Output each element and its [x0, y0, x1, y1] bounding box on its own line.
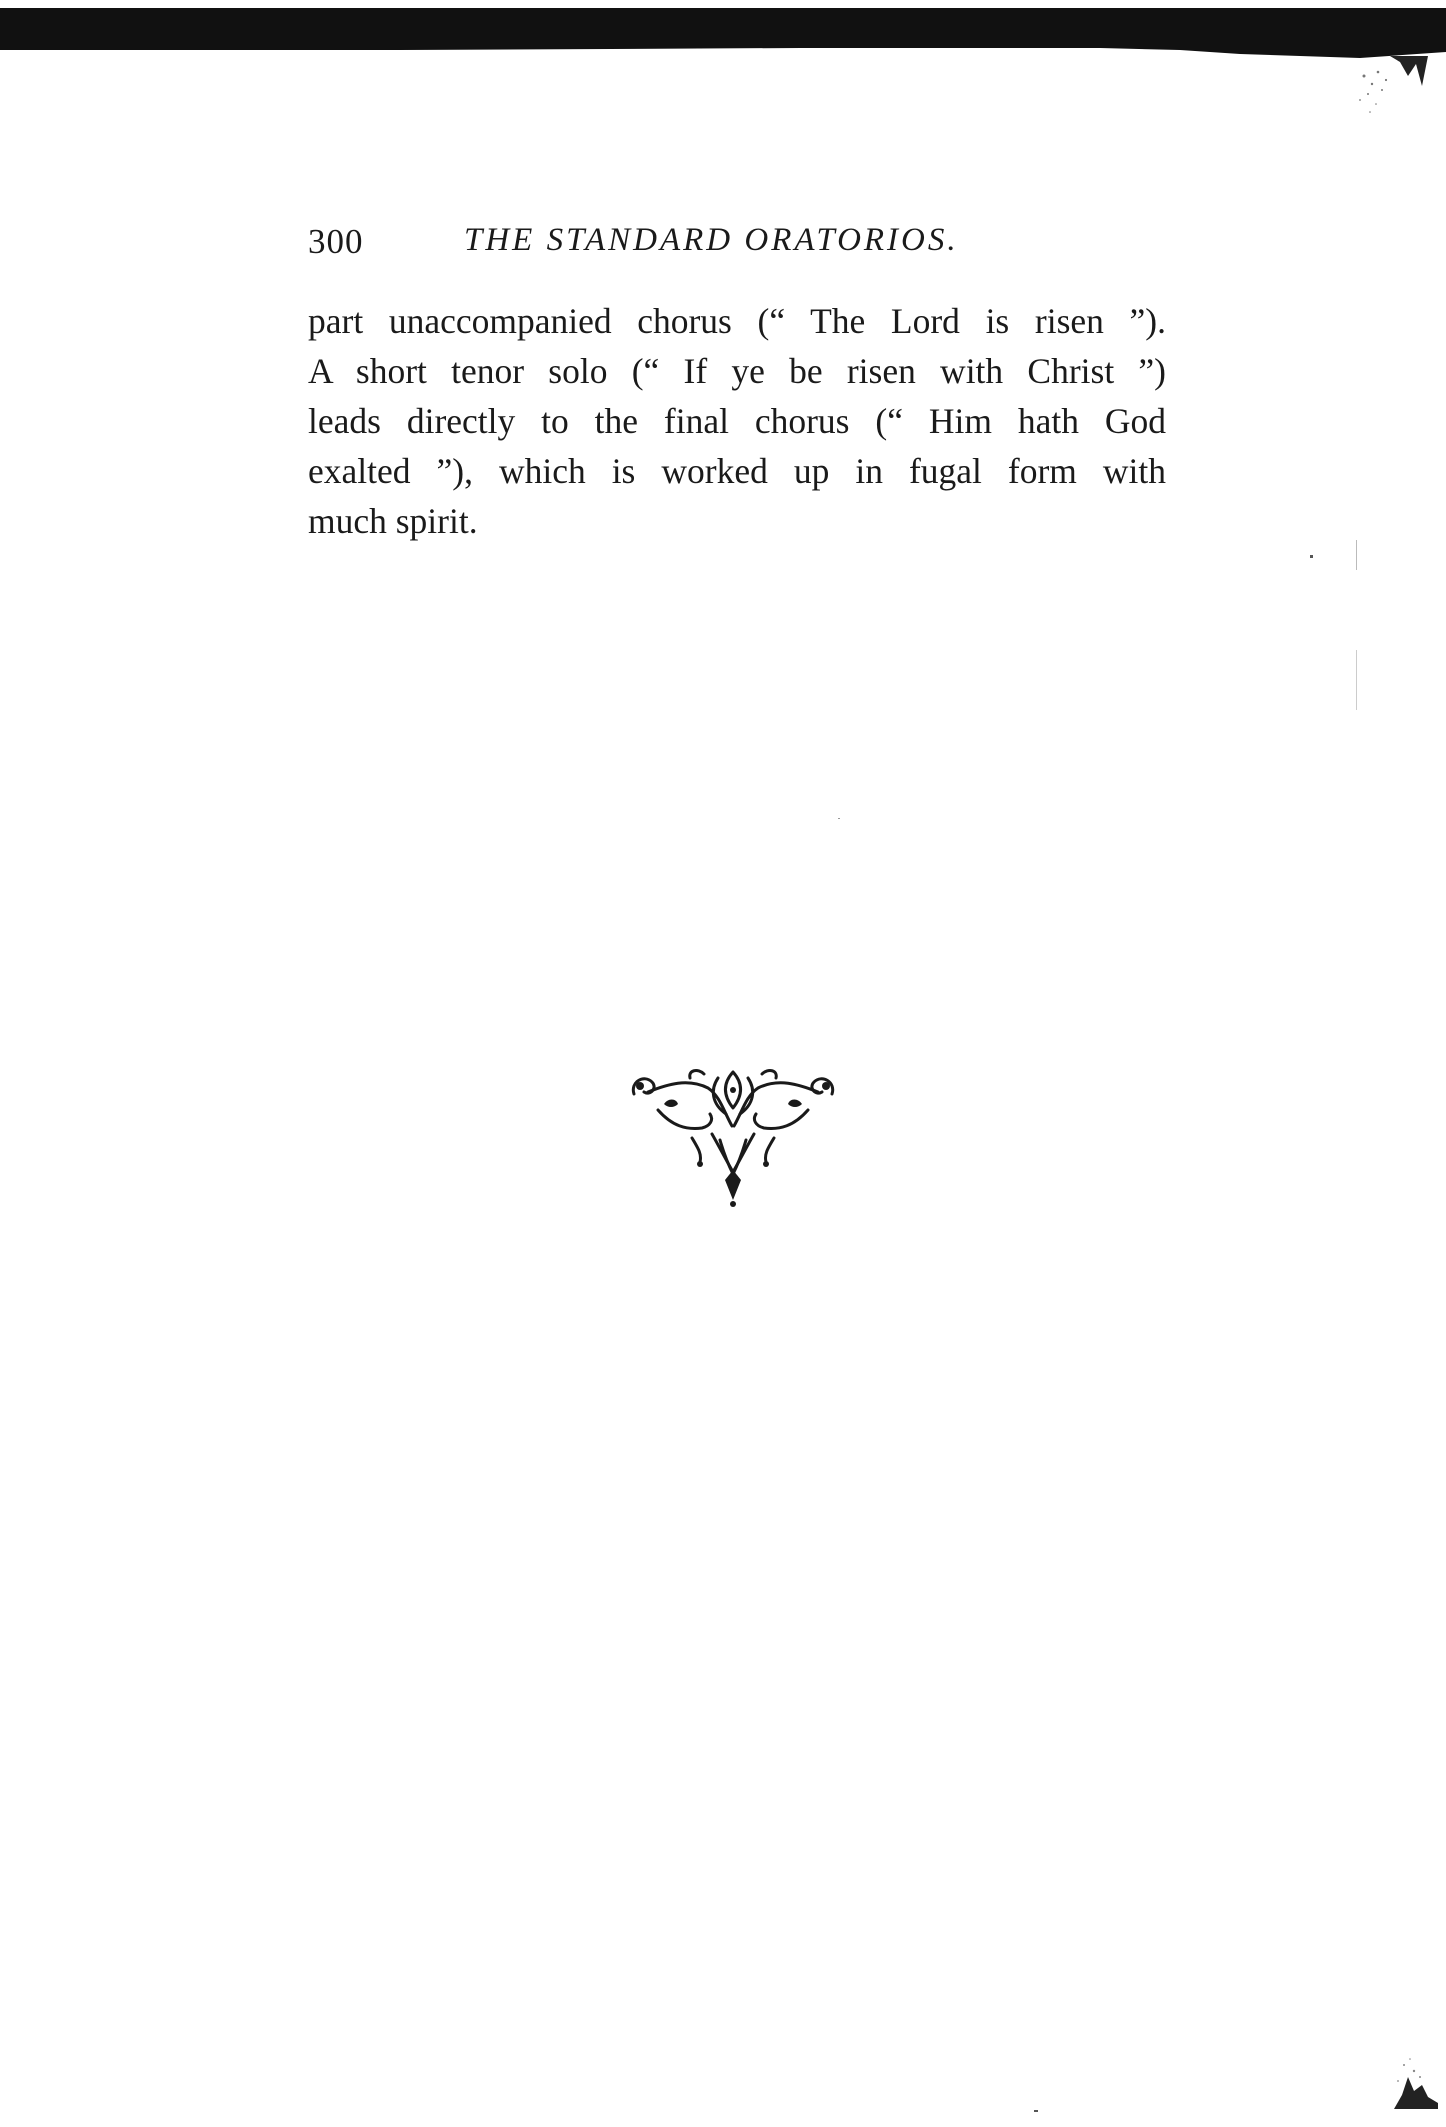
scan-speck: [1310, 555, 1313, 558]
page-header: [308, 222, 1168, 272]
text-line: leads directly to the final chorus (“ Him hath God: [308, 401, 1166, 441]
running-title: THE STANDARD ORATORIOS.: [464, 222, 959, 258]
scan-speck: [838, 818, 840, 819]
scan-speck: [1356, 650, 1357, 710]
text-line: A short tenor solo (“ If ye be risen with Christ ”): [308, 351, 1166, 391]
scan-speck: [1356, 540, 1357, 570]
scan-corner-smudge: [1350, 56, 1428, 126]
scan-corner-smudge: [1374, 2047, 1438, 2109]
text-line: much spirit.: [308, 501, 478, 541]
scan-speck: [1034, 2110, 1038, 2112]
page-number: 300: [308, 222, 364, 261]
floral-tailpiece-ornament: [628, 1064, 838, 1210]
body-paragraph: [308, 296, 1166, 546]
text-line: exalted ”), which is worked up in fugal form with: [308, 451, 1166, 491]
scan-top-edge: [0, 8, 1446, 58]
text-line: part unaccompanied chorus (“ The Lord is risen ”).: [308, 301, 1166, 341]
